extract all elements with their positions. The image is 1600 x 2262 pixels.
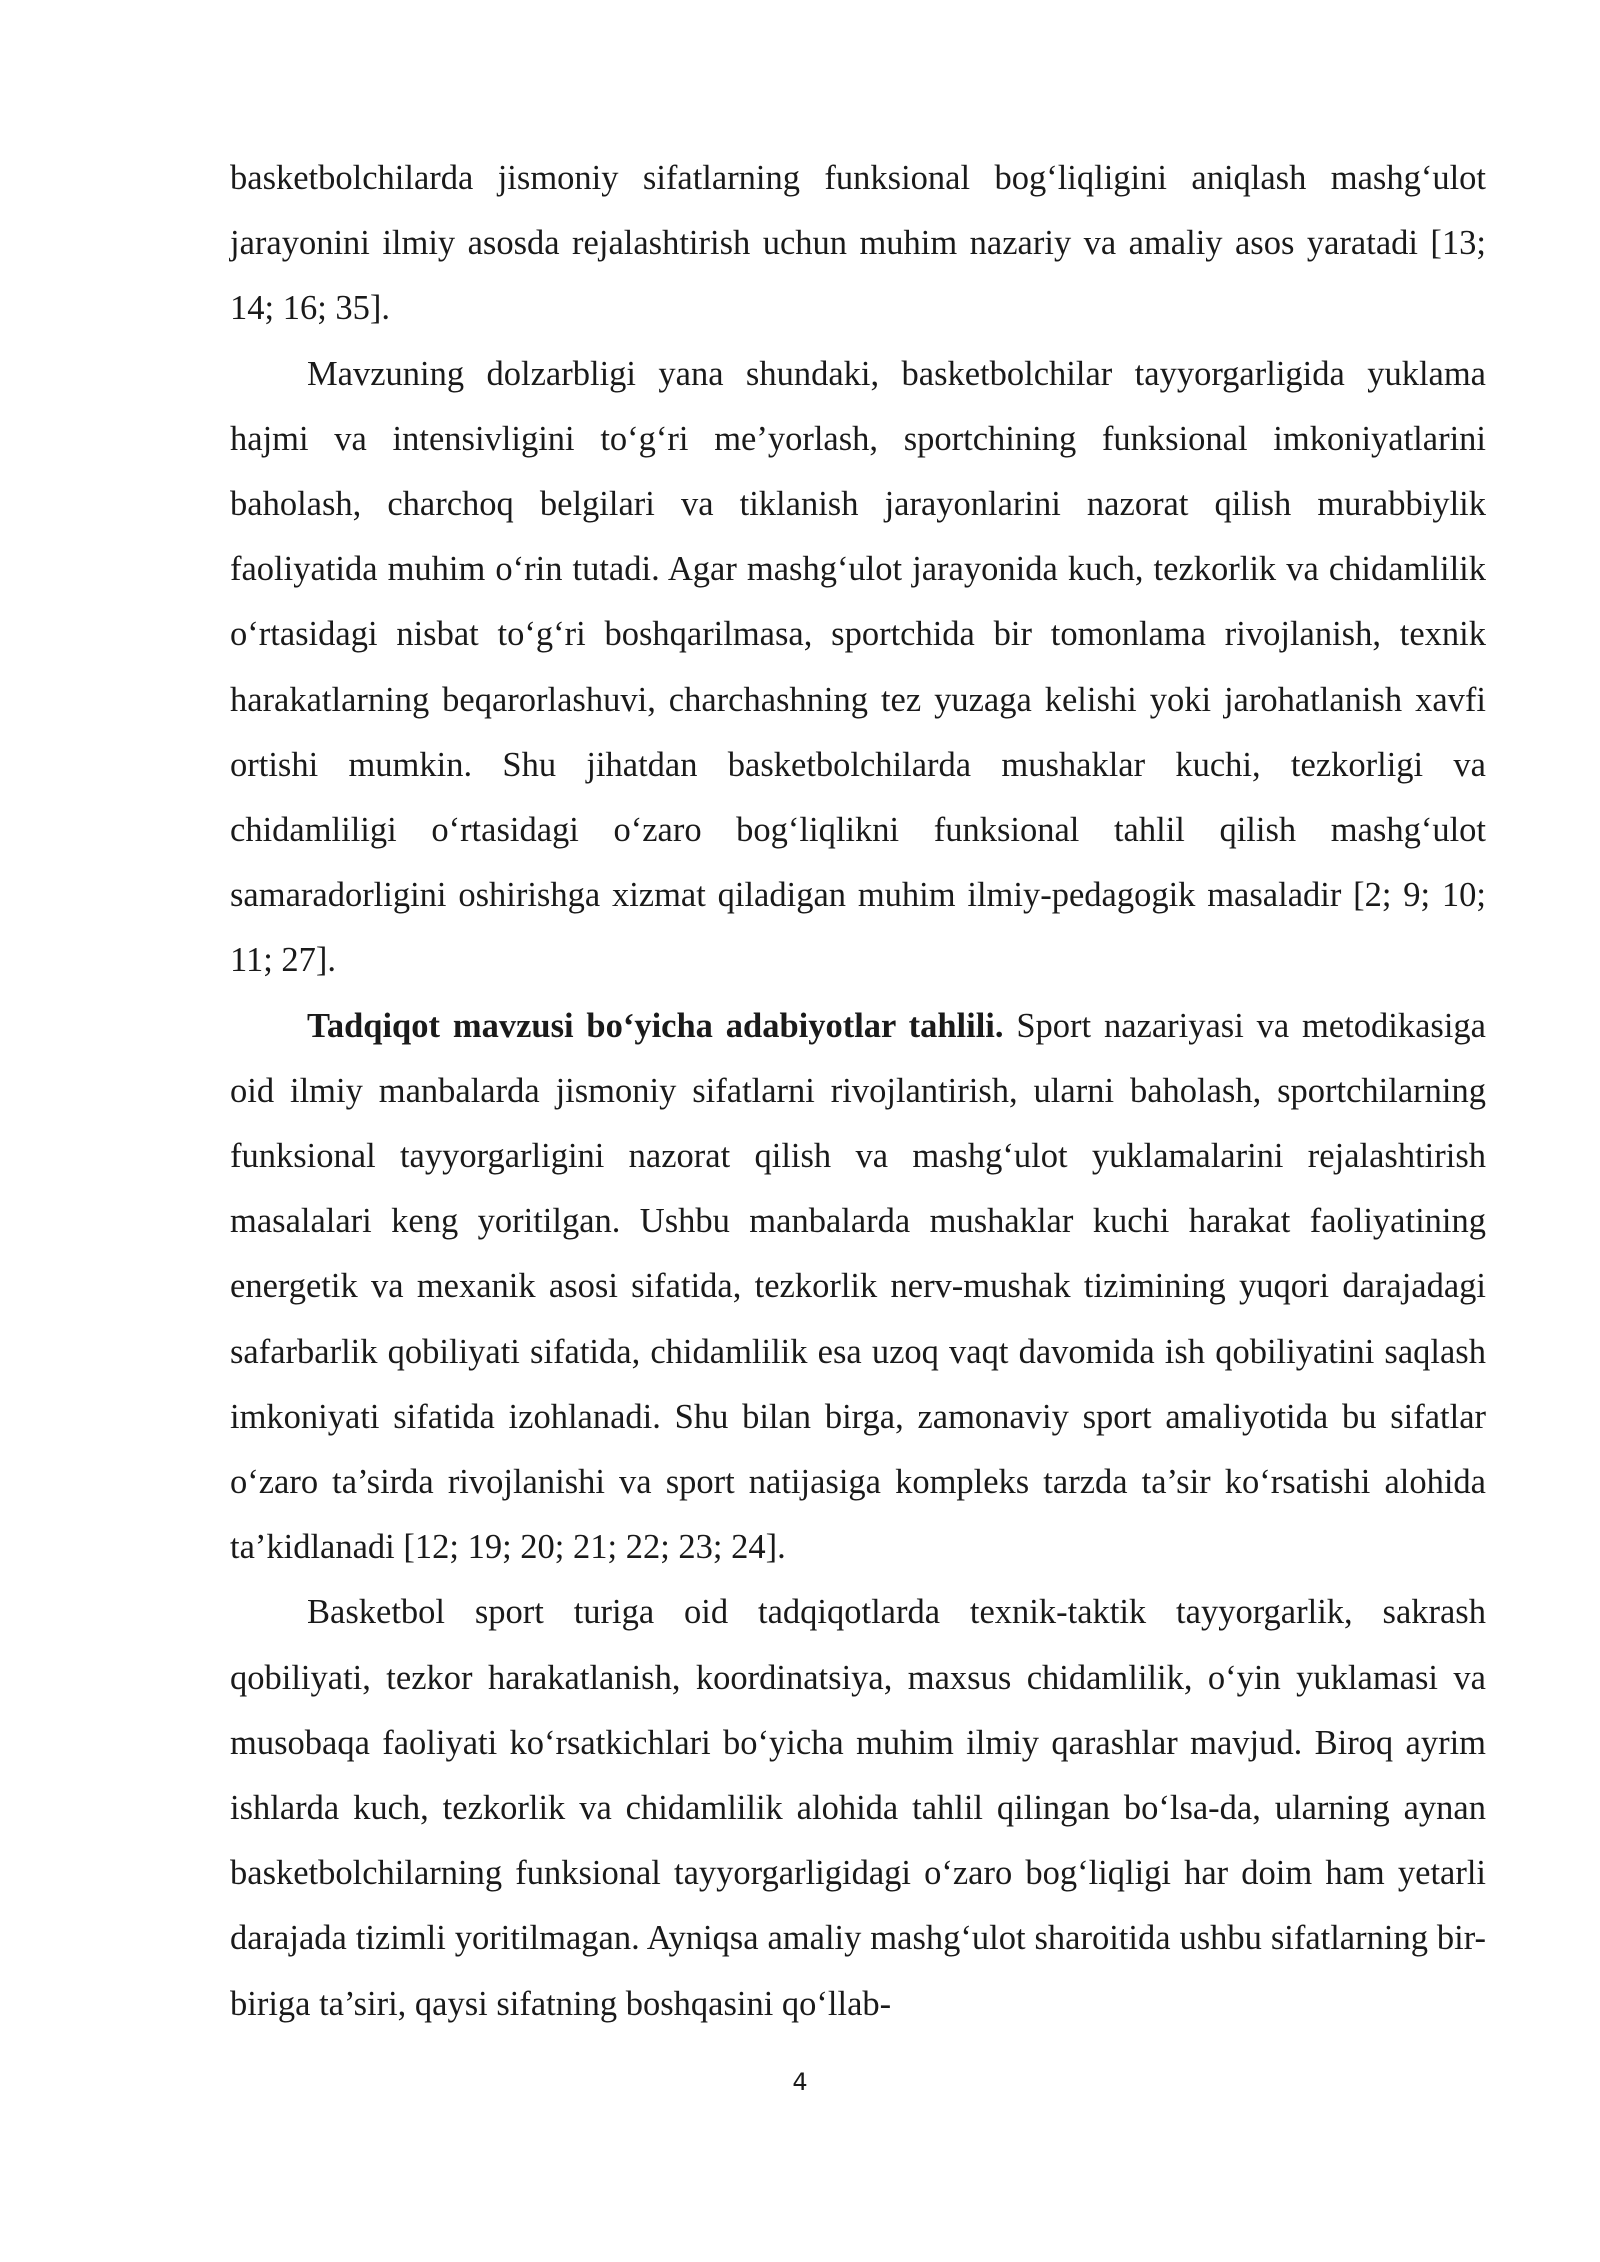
- body-text: [230, 146, 1486, 2037]
- paragraph-2: [230, 342, 1486, 994]
- paragraph-3-text: Sport nazariyasi va metodikasiga oid ilmiy manbalarda jismoniy sifatlarni rivojlantirish, ularni baholash, sportchilarning funksional tayyorgarligini nazorat qilish va mashg‘ulot yuklamalarini rejalashtirish masalalari keng yoritilgan. Ushbu manbalarda mushaklar kuchi harakat faoliyatining energetik va mexanik asosi sifatida, tezkorlik nerv-mushak tizimining yuqori darajadagi safarbarlik qobiliyati sifatida, chidamlilik esa uzoq vaqt davomida ish qobiliyatini saqlash imkoniyati sifatida izohlanadi. Shu bilan birga, zamonaviy sport amaliyotida bu sifatlar o‘zaro ta’sirda rivojlanishi va sport natijasiga kompleks tarzda ta’sir ko‘rsatishi alohida ta’kidlanadi [12; 19; 20; 21; 22; 23; 24].: [230, 1006, 1486, 1567]
- page-number: 4: [792, 2068, 808, 2096]
- section-heading: Tadqiqot mavzusi bo‘yicha adabiyotlar tahlili.: [307, 1006, 1004, 1045]
- paragraph-1: [230, 146, 1486, 342]
- paragraph-2-text: Mavzuning dolzarbligi yana shundaki, basketbolchilar tayyorgarligida yuklama hajmi va intensivligini to‘g‘ri me’yorlash, sportchining funksional imkoniyatlarini baholash, charchoq belgilari va tiklanish jarayonlarini nazorat qilish murabbiylik faoliyatida muhim o‘rin tutadi. Agar mashg‘ulot jarayonida kuch, tezkorlik va chidamlilik o‘rtasidagi nisbat to‘g‘ri boshqarilmasa, sportchida bir tomonlama rivojlanish, texnik harakatlarning beqarorlashuvi, charchashning tez yuzaga kelishi yoki jarohatlanish xavfi ortishi mumkin. Shu jihatdan basketbolchilarda mushaklar kuchi, tezkorligi va chidamliligi o‘rtasidagi o‘zaro bog‘liqlikni funksional tahlil qilish mashg‘ulot samaradorligini oshirishga xizmat qiladigan muhim ilmiy-pedagogik masaladir [2; 9; 10; 11; 27].: [230, 354, 1486, 980]
- paragraph-4-text: Basketbol sport turiga oid tadqiqotlarda texnik-taktik tayyorgarlik, sakrash qobiliyati, tezkor harakatlanish, koordinatsiya, maxsus chidamlilik, o‘yin yuklamasi va musobaqa faoliyati ko‘rsatkichlari bo‘yicha muhim ilmiy qarashlar mavjud. Biroq ayrim ishlarda kuch, tezkorlik va chidamlilik alohida tahlil qilingan bo‘lsa-da, ularning aynan basketbolchilarning funksional tayyorgarligidagi o‘zaro bog‘liqligi har doim ham yetarli darajada tizimli yoritilmagan. Ayniqsa amaliy mashg‘ulot sharoitida ushbu sifatlarning bir-biriga ta’siri, qaysi sifatning boshqasini qo‘llab-: [230, 1593, 1486, 2023]
- paragraph-3: [230, 994, 1486, 1581]
- paragraph-1-text: basketbolchilarda jismoniy sifatlarning funksional bog‘liqligini aniqlash mashg‘ulot jarayonini ilmiy asosda rejalashtirish uchun muhim nazariy va amaliy asos yaratadi [13; 14; 16; 35].: [230, 159, 1486, 328]
- paragraph-4: [230, 1580, 1486, 2036]
